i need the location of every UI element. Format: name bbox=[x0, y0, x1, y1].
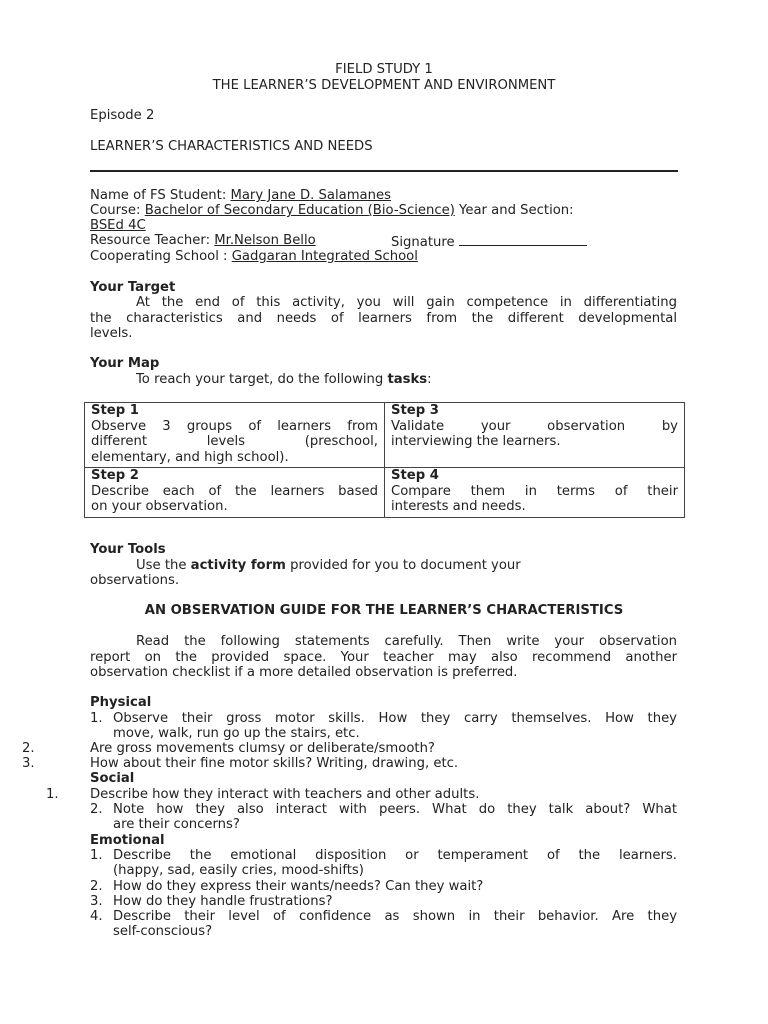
emotional-item-4-line-1: Describe their level of confidence as shown in their behavior. Are they bbox=[113, 909, 677, 924]
step-4-cell bbox=[385, 468, 685, 518]
step-1-line-3: elementary, and high school). bbox=[91, 449, 289, 465]
emotional-item-2: How do they express their wants/needs? Can they wait? bbox=[113, 879, 484, 894]
emotional-item-1-line-2: (happy, sad, easily cries, mood-shifts) bbox=[113, 863, 364, 878]
title-rule bbox=[90, 170, 678, 172]
physical-item-2-number: 2. bbox=[22, 741, 35, 756]
guide-intro-line-2: report on the provided space. Your teacher may also recommend another bbox=[90, 650, 677, 665]
cooperating-school-label: Cooperating School : bbox=[90, 249, 232, 264]
cooperating-school-row bbox=[90, 249, 418, 264]
emotional-item-2-number: 2. bbox=[90, 879, 103, 894]
resource-teacher-label: Resource Teacher: bbox=[90, 233, 215, 248]
episode-title: LEARNER’S CHARACTERISTICS AND NEEDS bbox=[90, 139, 373, 154]
guide-intro-line-1: Read the following statements carefully. Then write your observation bbox=[136, 634, 677, 649]
tools-line-2: observations. bbox=[90, 573, 180, 588]
emotional-item-3-number: 3. bbox=[90, 894, 103, 909]
course-label: Course: bbox=[90, 203, 145, 218]
resource-teacher-value: Mr.Nelson Bello bbox=[214, 233, 316, 248]
tools-heading: Your Tools bbox=[90, 542, 166, 557]
course-value: Bachelor of Secondary Education (Bio-Science) bbox=[144, 203, 455, 218]
year-section-row bbox=[90, 218, 146, 233]
steps-row-1 bbox=[85, 403, 685, 468]
tools-line-1-end: provided for you to document your bbox=[285, 558, 521, 573]
step-1-line-1: Observe 3 groups of learners from bbox=[91, 418, 378, 434]
header-line-2: THE LEARNER’S DEVELOPMENT AND ENVIRONMENT bbox=[212, 78, 556, 93]
target-line-1: At the end of this activity, you will gain competence in differentiating bbox=[136, 295, 677, 310]
emotional-item-1-number: 1. bbox=[90, 848, 103, 863]
physical-item-1-line-1: Observe their gross motor skills. How they carry themselves. How they bbox=[113, 711, 677, 726]
target-heading: Your Target bbox=[90, 280, 176, 295]
target-line-2: the characteristics and needs of learners from the different developmental bbox=[90, 311, 677, 326]
step-3-line-2: interviewing the learners. bbox=[391, 434, 561, 449]
physical-item-3: How about their fine motor skills? Writing, drawing, etc. bbox=[90, 756, 459, 771]
step-4-line-1: Compare them in terms of their bbox=[391, 483, 678, 499]
step-3-line-1: Validate your observation by bbox=[391, 418, 678, 434]
social-item-1-number: 1. bbox=[46, 787, 59, 802]
social-item-2-line-2: are their concerns? bbox=[113, 817, 240, 832]
course-row bbox=[90, 203, 574, 218]
social-item-2-line-1: Note how they also interact with peers. What do they talk about? What bbox=[113, 802, 677, 817]
student-name-row bbox=[90, 188, 391, 203]
resource-teacher-row bbox=[90, 233, 316, 248]
year-section-value: BSEd 4C bbox=[90, 218, 146, 233]
year-section-label: Year and Section: bbox=[454, 203, 574, 218]
cooperating-school-value: Gadgaran Integrated School bbox=[231, 249, 418, 264]
map-heading: Your Map bbox=[90, 356, 160, 371]
social-item-1: Describe how they interact with teachers and other adults. bbox=[90, 787, 480, 802]
physical-item-3-number: 3. bbox=[22, 756, 35, 771]
emotional-heading: Emotional bbox=[90, 833, 165, 848]
steps-table bbox=[84, 402, 685, 518]
header-line-1: FIELD STUDY 1 bbox=[335, 62, 433, 77]
physical-heading: Physical bbox=[90, 695, 152, 710]
step-2-cell bbox=[85, 468, 385, 518]
episode-label: Episode 2 bbox=[90, 108, 155, 123]
step-1-cell bbox=[85, 403, 385, 468]
map-intro-text: To reach your target, do the following bbox=[136, 372, 388, 387]
step-1-line-2: different levels (preschool, bbox=[91, 434, 378, 449]
student-name-label: Name of FS Student: bbox=[90, 188, 231, 203]
social-heading: Social bbox=[90, 771, 135, 786]
step-2-line-2: on your observation. bbox=[91, 499, 228, 514]
step-1-title: Step 1 bbox=[91, 403, 139, 418]
signature-row bbox=[391, 233, 587, 250]
map-intro-tasks: tasks bbox=[387, 372, 428, 387]
tools-line-1 bbox=[136, 558, 521, 573]
step-3-cell bbox=[385, 403, 685, 468]
signature-text: Signature bbox=[391, 235, 459, 250]
guide-title: AN OBSERVATION GUIDE FOR THE LEARNER’S CHARACTERISTICS bbox=[144, 603, 624, 618]
step-4-line-2: interests and needs. bbox=[391, 499, 526, 514]
step-3-title: Step 3 bbox=[391, 403, 439, 418]
student-name-value: Mary Jane D. Salamanes bbox=[230, 188, 391, 203]
map-intro-colon: : bbox=[427, 372, 432, 387]
social-item-2-number: 2. bbox=[90, 802, 103, 817]
steps-row-2 bbox=[85, 468, 685, 518]
tools-line-1-start: Use the bbox=[136, 558, 191, 573]
step-2-title: Step 2 bbox=[91, 468, 139, 483]
emotional-item-4-number: 4. bbox=[90, 909, 103, 924]
emotional-item-4-line-2: self-conscious? bbox=[113, 924, 213, 939]
physical-item-1-line-2: move, walk, run go up the stairs, etc. bbox=[113, 726, 360, 741]
step-4-title: Step 4 bbox=[391, 468, 439, 483]
step-2-line-1: Describe each of the learners based bbox=[91, 483, 378, 499]
emotional-item-3: How do they handle frustrations? bbox=[113, 894, 333, 909]
physical-item-1-number: 1. bbox=[90, 711, 103, 726]
tools-activity-form: activity form bbox=[190, 558, 286, 573]
physical-item-2: Are gross movements clumsy or deliberate/smooth? bbox=[90, 741, 435, 756]
map-intro bbox=[136, 372, 432, 387]
signature-line bbox=[459, 233, 587, 246]
target-line-3: levels. bbox=[90, 326, 133, 341]
emotional-item-1-line-1: Describe the emotional disposition or temperament of the learners. bbox=[113, 848, 677, 863]
guide-intro-line-3: observation checklist if a more detailed observation is preferred. bbox=[90, 665, 518, 680]
